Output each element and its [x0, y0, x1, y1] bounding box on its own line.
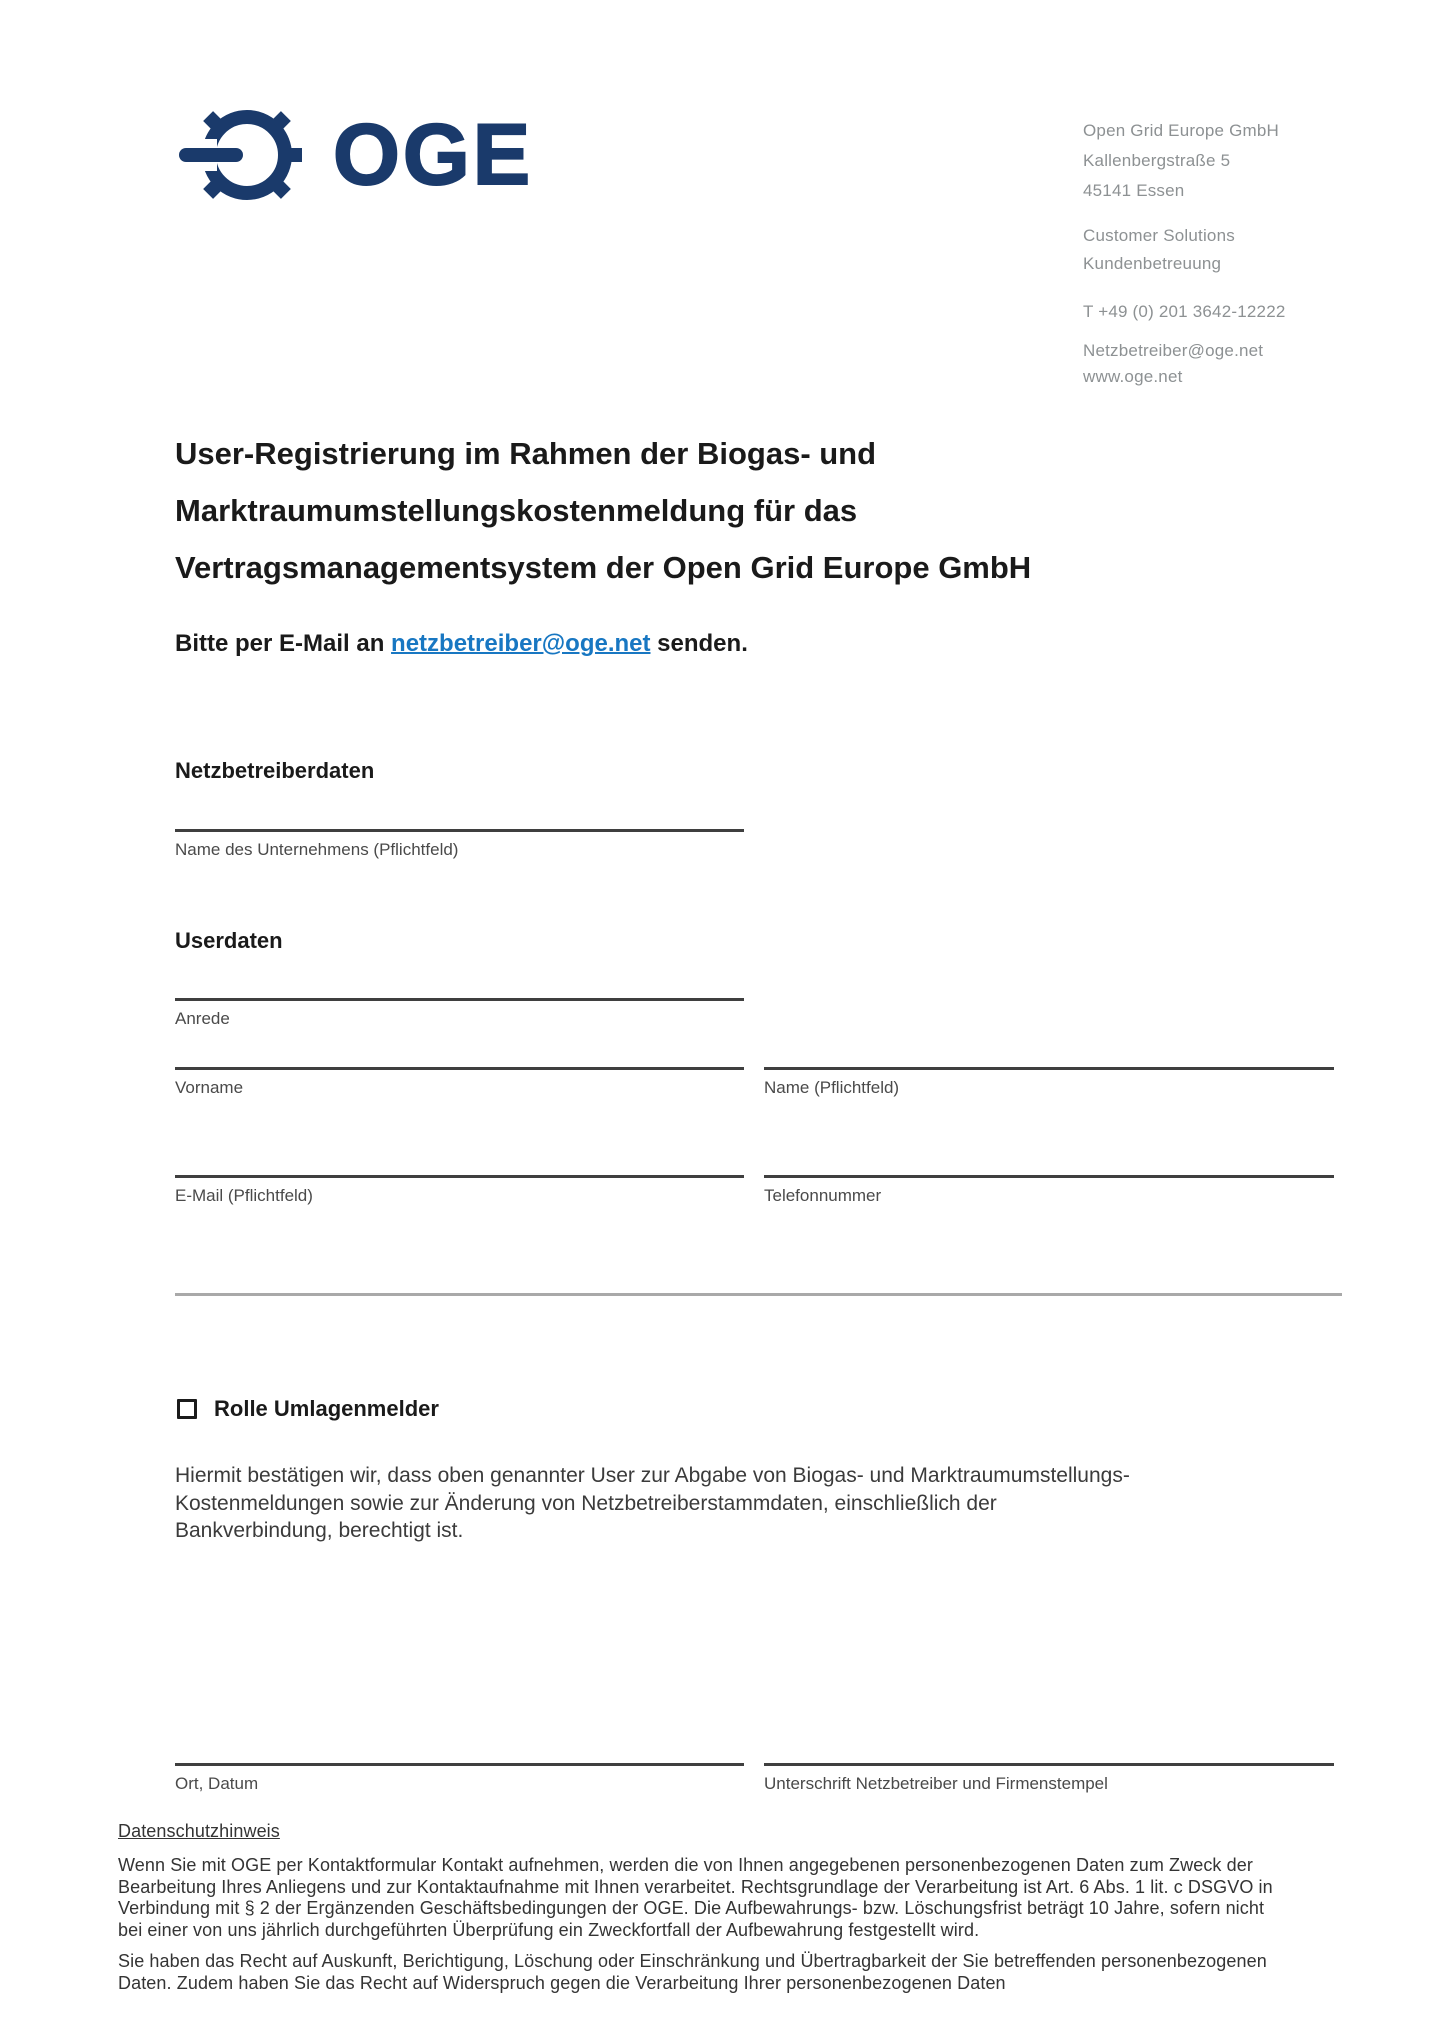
privacy-paragraph-2 — [118, 1951, 1273, 1994]
role-confirmation-line-3: Bankverbindung, berechtigt ist. — [175, 1519, 464, 1542]
field-unterschrift[interactable] — [764, 1763, 1334, 1794]
field-name[interactable] — [764, 1067, 1334, 1098]
page-title-line-1: User-Registrierung im Rahmen der Biogas- und — [175, 436, 877, 471]
letterhead-team: Kundenbetreuung — [1083, 254, 1222, 273]
letterhead-website: www.oge.net — [1083, 367, 1183, 386]
rolle-umlagenmelder-checkbox[interactable] — [177, 1399, 197, 1419]
page-title-line-3: Vertragsmanagementsystem der Open Grid Europe GmbH — [175, 550, 1032, 585]
page-title — [175, 425, 1031, 596]
role-confirmation-text — [175, 1462, 1130, 1545]
email-link[interactable]: netzbetreiber@oge.net — [391, 630, 651, 657]
field-vorname[interactable] — [175, 1067, 744, 1098]
field-line — [764, 1175, 1334, 1178]
section-heading-userdaten: Userdaten — [175, 928, 283, 953]
oge-logo-icon — [177, 92, 303, 218]
privacy-heading: Datenschutzhinweis — [118, 1821, 280, 1841]
field-line — [764, 1763, 1334, 1766]
field-line — [764, 1067, 1334, 1070]
letterhead-address — [1083, 116, 1286, 206]
oge-logo-text: OGE — [333, 107, 534, 203]
letterhead-division: Customer Solutions — [1083, 226, 1235, 245]
field-unternehmen[interactable] — [175, 829, 744, 860]
privacy-p1-line-4: bei einer von uns jährlich durchgeführten Überprüfung ein Zweckfortfall der Aufbewahrung festgestellt wird. — [118, 1919, 980, 1940]
field-line — [175, 1763, 744, 1766]
role-confirmation-line-1: Hiermit bestätigen wir, dass oben genannter User zur Abgabe von Biogas- und Marktraumumstellungs- — [175, 1464, 1130, 1487]
field-label-telefon: Telefonnummer — [764, 1186, 882, 1205]
privacy-p2-line-2: Daten. Zudem haben Sie das Recht auf Widerspruch gegen die Verarbeitung Ihrer personenbezogenen Daten — [118, 1972, 1006, 1993]
letterhead-email: Netzbetreiber@oge.net — [1083, 341, 1264, 360]
letterhead-phone: T +49 (0) 201 3642-12222 — [1083, 302, 1286, 321]
field-email[interactable] — [175, 1175, 744, 1206]
letterhead-department — [1083, 222, 1286, 278]
field-label-unternehmen: Name des Unternehmens (Pflichtfeld) — [175, 840, 459, 859]
field-line — [175, 829, 744, 832]
role-umlagenmelder-row — [177, 1396, 439, 1422]
privacy-p1-line-2: Bearbeitung Ihres Anliegens und zur Kontaktaufnahme mit Ihnen verarbeitet. Rechtsgrundlage der Verarbeitung ist Art. 6 Abs. 1 lit. c DSGVO in — [118, 1876, 1273, 1897]
privacy-p2-line-1: Sie haben das Recht auf Auskunft, Berichtigung, Löschung oder Einschränkung und Übertragbarkeit der Sie betreffenden personenbezogenen — [118, 1951, 1267, 1971]
field-line — [175, 998, 744, 1001]
role-confirmation-line-2: Kostenmeldungen sowie zur Änderung von Netzbetreiberstammdaten, einschließlich der — [175, 1491, 997, 1515]
privacy-paragraph-1 — [118, 1855, 1273, 1941]
section-divider — [175, 1293, 1342, 1296]
send-instruction — [175, 630, 748, 658]
privacy-p1-line-3: Verbindung mit § 2 der Ergänzenden Geschäftsbedingungen der OGE. Die Aufbewahrungs- bzw. Löschungsfrist beträgt 10 Jahre, sofern nicht — [118, 1898, 1265, 1918]
letterhead-online — [1083, 338, 1286, 390]
letterhead-street: Kallenbergstraße 5 — [1083, 151, 1231, 170]
privacy-notice — [118, 1820, 1273, 1994]
field-ort-datum[interactable] — [175, 1763, 744, 1794]
field-label-vorname: Vorname — [175, 1078, 244, 1097]
field-label-anrede: Anrede — [175, 1009, 230, 1028]
privacy-p1-line-1: Wenn Sie mit OGE per Kontaktformular Kontakt aufnehmen, werden die von Ihnen angegebenen personenbezogenen Daten zum Zweck der — [118, 1855, 1253, 1875]
letterhead-city: 45141 Essen — [1083, 181, 1185, 200]
letterhead-company: Open Grid Europe GmbH — [1083, 121, 1280, 140]
field-telefon[interactable] — [764, 1175, 1334, 1206]
field-label-email: E-Mail (Pflichtfeld) — [175, 1186, 313, 1205]
letterhead-phone-group — [1083, 298, 1286, 326]
page-title-line-2: Marktraumumstellungskostenmeldung für das — [175, 493, 858, 528]
send-instruction-prefix: Bitte per E-Mail an — [175, 630, 392, 657]
oge-logo — [177, 92, 533, 218]
field-label-unterschrift: Unterschrift Netzbetreiber und Firmenstempel — [764, 1774, 1108, 1793]
field-line — [175, 1175, 744, 1178]
field-label-name: Name (Pflichtfeld) — [764, 1078, 900, 1097]
rolle-umlagenmelder-label: Rolle Umlagenmelder — [214, 1396, 439, 1421]
field-anrede[interactable] — [175, 998, 744, 1029]
letterhead — [1083, 116, 1286, 390]
section-heading-netzbetreiberdaten: Netzbetreiberdaten — [175, 758, 375, 783]
field-line — [175, 1067, 744, 1070]
send-instruction-suffix: senden. — [650, 630, 748, 657]
field-label-ort-datum: Ort, Datum — [175, 1774, 259, 1793]
